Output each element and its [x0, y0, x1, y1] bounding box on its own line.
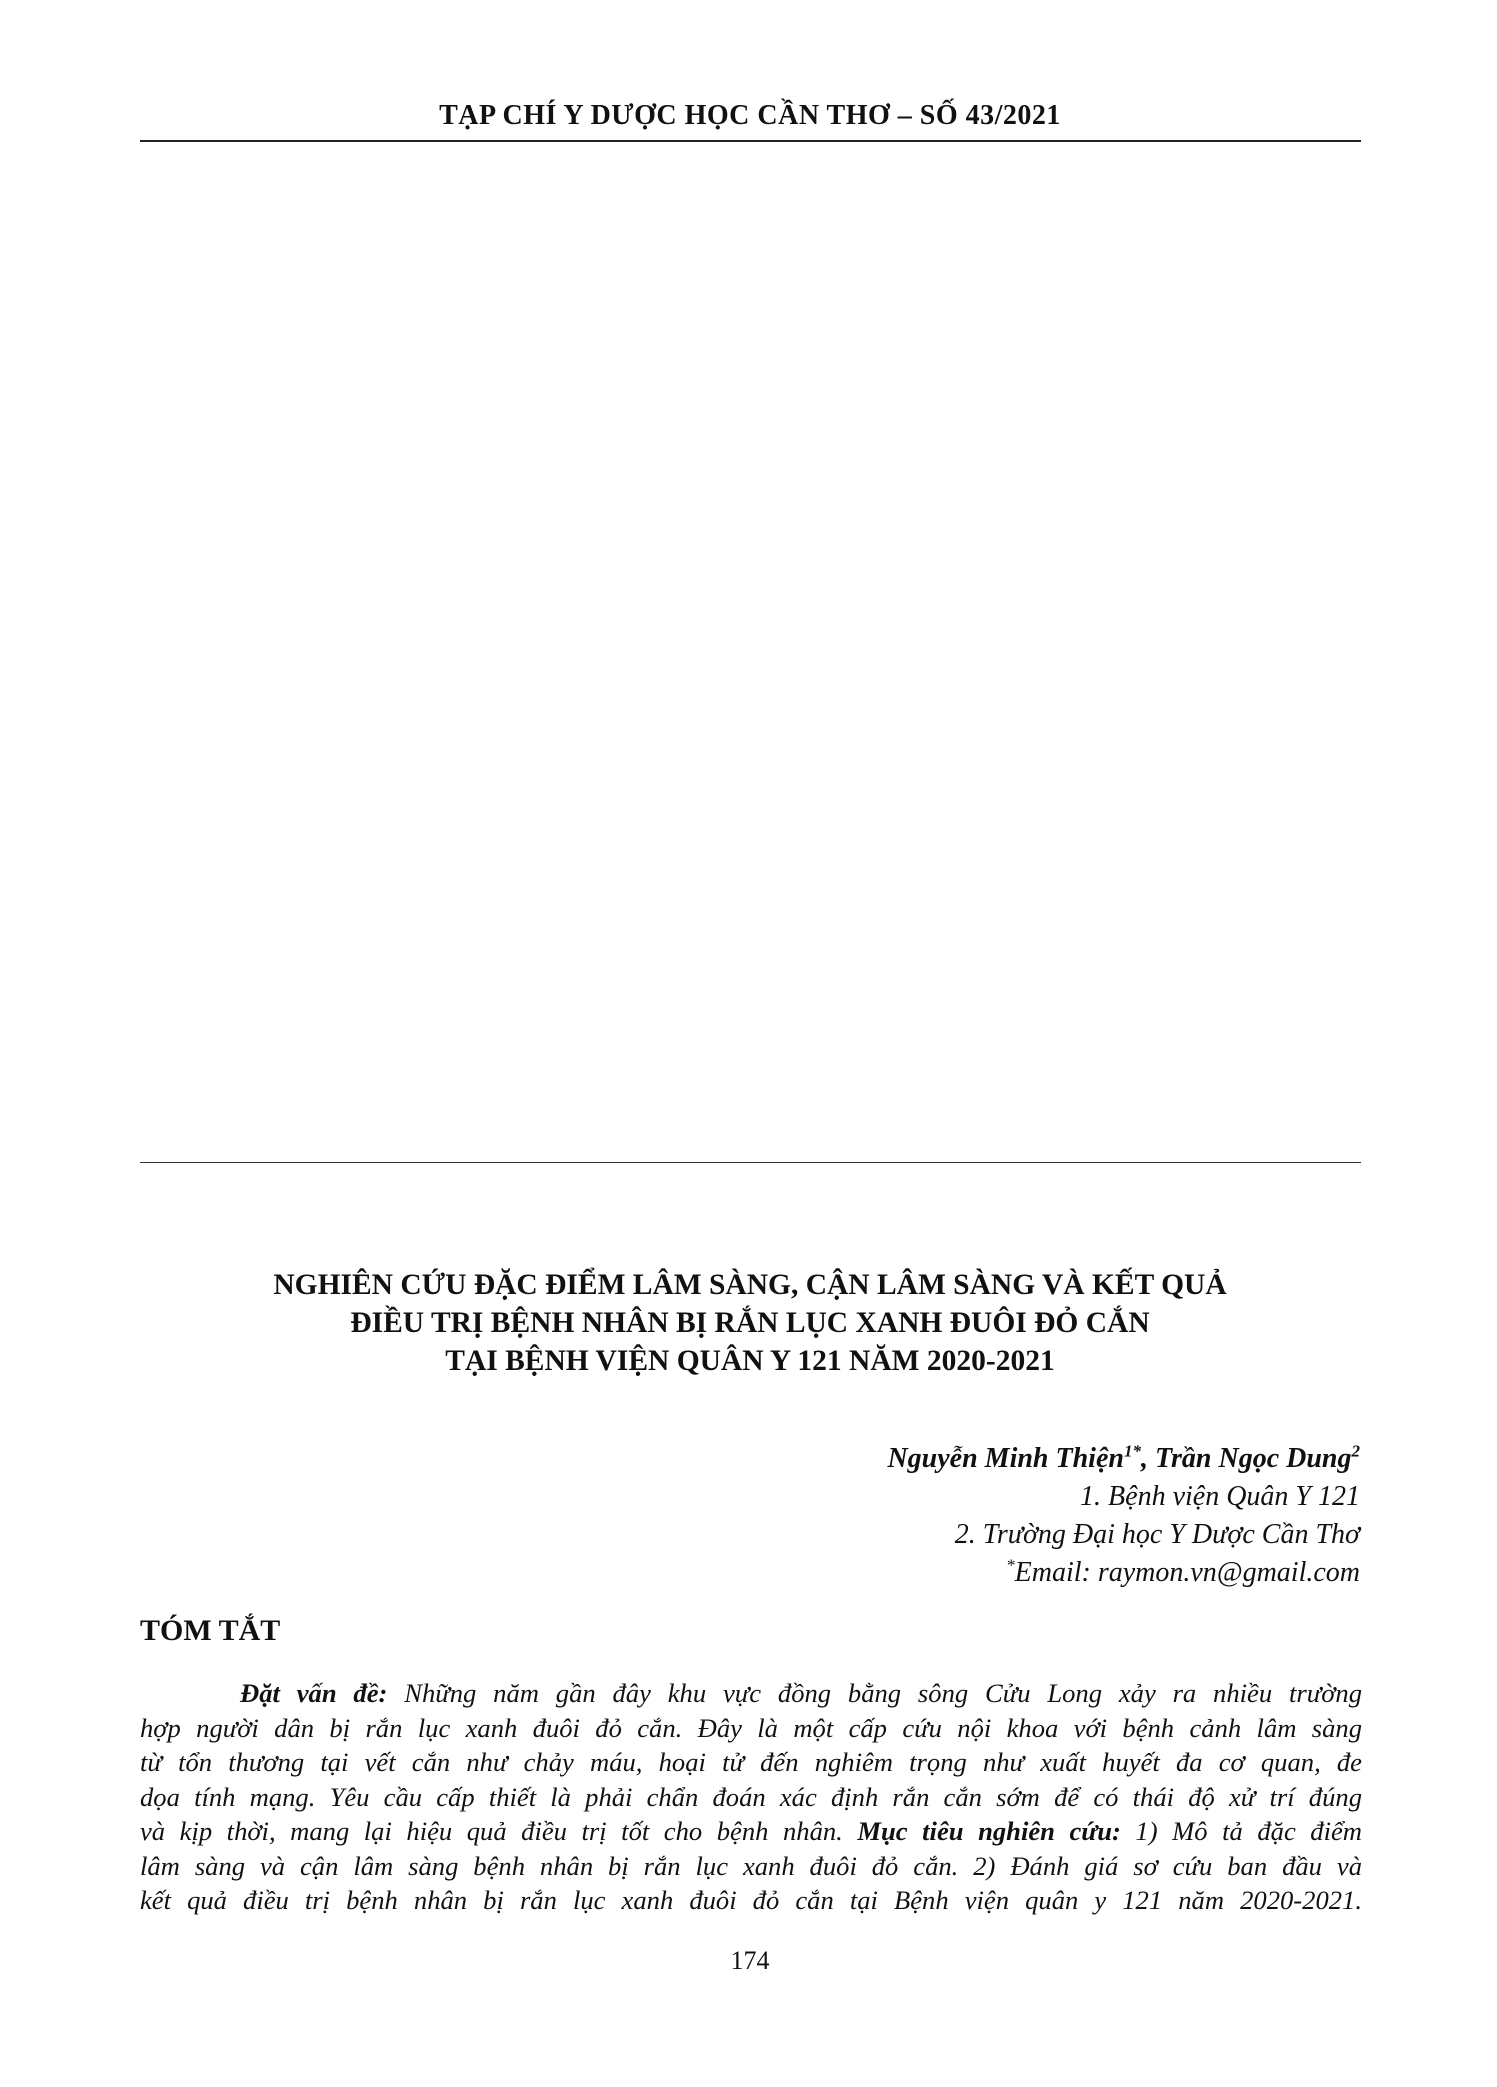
- abstract-line-3: từ tổn thương tại vết cắn như chảy máu, hoại tử đến nghiêm trọng như xuất huyết đa cơ quan, đe: [140, 1747, 1362, 1777]
- author-separator: ,: [1140, 1443, 1155, 1474]
- title-line-2: ĐIỀU TRỊ BỆNH NHÂN BỊ RẮN LỤC XANH ĐUÔI ĐỎ CẮN: [350, 1307, 1150, 1339]
- abstract-line-6: lâm sàng và cận lâm sàng bệnh nhân bị rắn lục xanh đuôi đỏ cắn. 2) Đánh giá sơ cứu ban đầu và: [140, 1850, 1362, 1881]
- abstract-label-objectives: Mục tiêu nghiên cứu:: [857, 1816, 1121, 1846]
- page-number: 174: [730, 1946, 770, 1975]
- affiliation-1: 1. Bệnh viện Quân Y 121: [1080, 1481, 1360, 1512]
- author-2-name: Trần Ngọc Dung: [1154, 1443, 1352, 1474]
- section-divider: [140, 1162, 1361, 1163]
- author-names: [887, 1440, 1360, 1478]
- abstract-line-7: kết quả điều trị bệnh nhân bị rắn lục xanh đuôi đỏ cắn tại Bệnh viện quân y 121 năm 2020-2021.: [140, 1885, 1362, 1915]
- abstract-body: [140, 1676, 1362, 1918]
- abstract-heading: TÓM TẮT: [140, 1614, 281, 1647]
- abstract-line-5: và kịp thời, mang lại hiệu quả điều trị tốt cho bệnh nhân. Mục tiêu nghiên cứu: 1) Mô tả đặc điểm: [140, 1816, 1362, 1846]
- affiliation-2: 2. Trường Đại học Y Dược Cần Thơ: [954, 1519, 1360, 1550]
- email-text: Email: raymon.vn@gmail.com: [1014, 1557, 1360, 1588]
- header-rule: [140, 140, 1361, 142]
- abstract-line-4: dọa tính mạng. Yêu cầu cấp thiết là phải chẩn đoán xác định rắn cắn sớm để có thái độ xử trí đúng: [140, 1781, 1362, 1812]
- corresponding-email: [887, 1554, 1360, 1592]
- title-line-1: NGHIÊN CỨU ĐẶC ĐIỂM LÂM SÀNG, CẬN LÂM SÀNG VÀ KẾT QUẢ: [273, 1269, 1227, 1301]
- running-header: TẠP CHÍ Y DƯỢC HỌC CẦN THƠ – SỐ 43/2021: [439, 100, 1061, 131]
- abstract-label-background: Đặt vấn đề:: [240, 1678, 388, 1708]
- author-block: [887, 1440, 1360, 1592]
- author-1-name: Nguyễn Minh Thiện: [887, 1443, 1124, 1474]
- title-line-3: TẠI BỆNH VIỆN QUÂN Y 121 NĂM 2020-2021: [445, 1345, 1055, 1377]
- abstract-line-1: Đặt vấn đề: Những năm gần đây khu vực đồng bằng sông Cửu Long xảy ra nhiều trường: [240, 1678, 1362, 1708]
- author-2-mark: 2: [1351, 1441, 1360, 1461]
- article-title: [140, 1266, 1360, 1380]
- email-mark: *: [1006, 1555, 1015, 1575]
- author-1-mark: 1*: [1123, 1441, 1141, 1461]
- abstract-line-2: hợp người dân bị rắn lục xanh đuôi đỏ cắn. Đây là một cấp cứu nội khoa với bệnh cảnh lâm sàng: [140, 1712, 1362, 1743]
